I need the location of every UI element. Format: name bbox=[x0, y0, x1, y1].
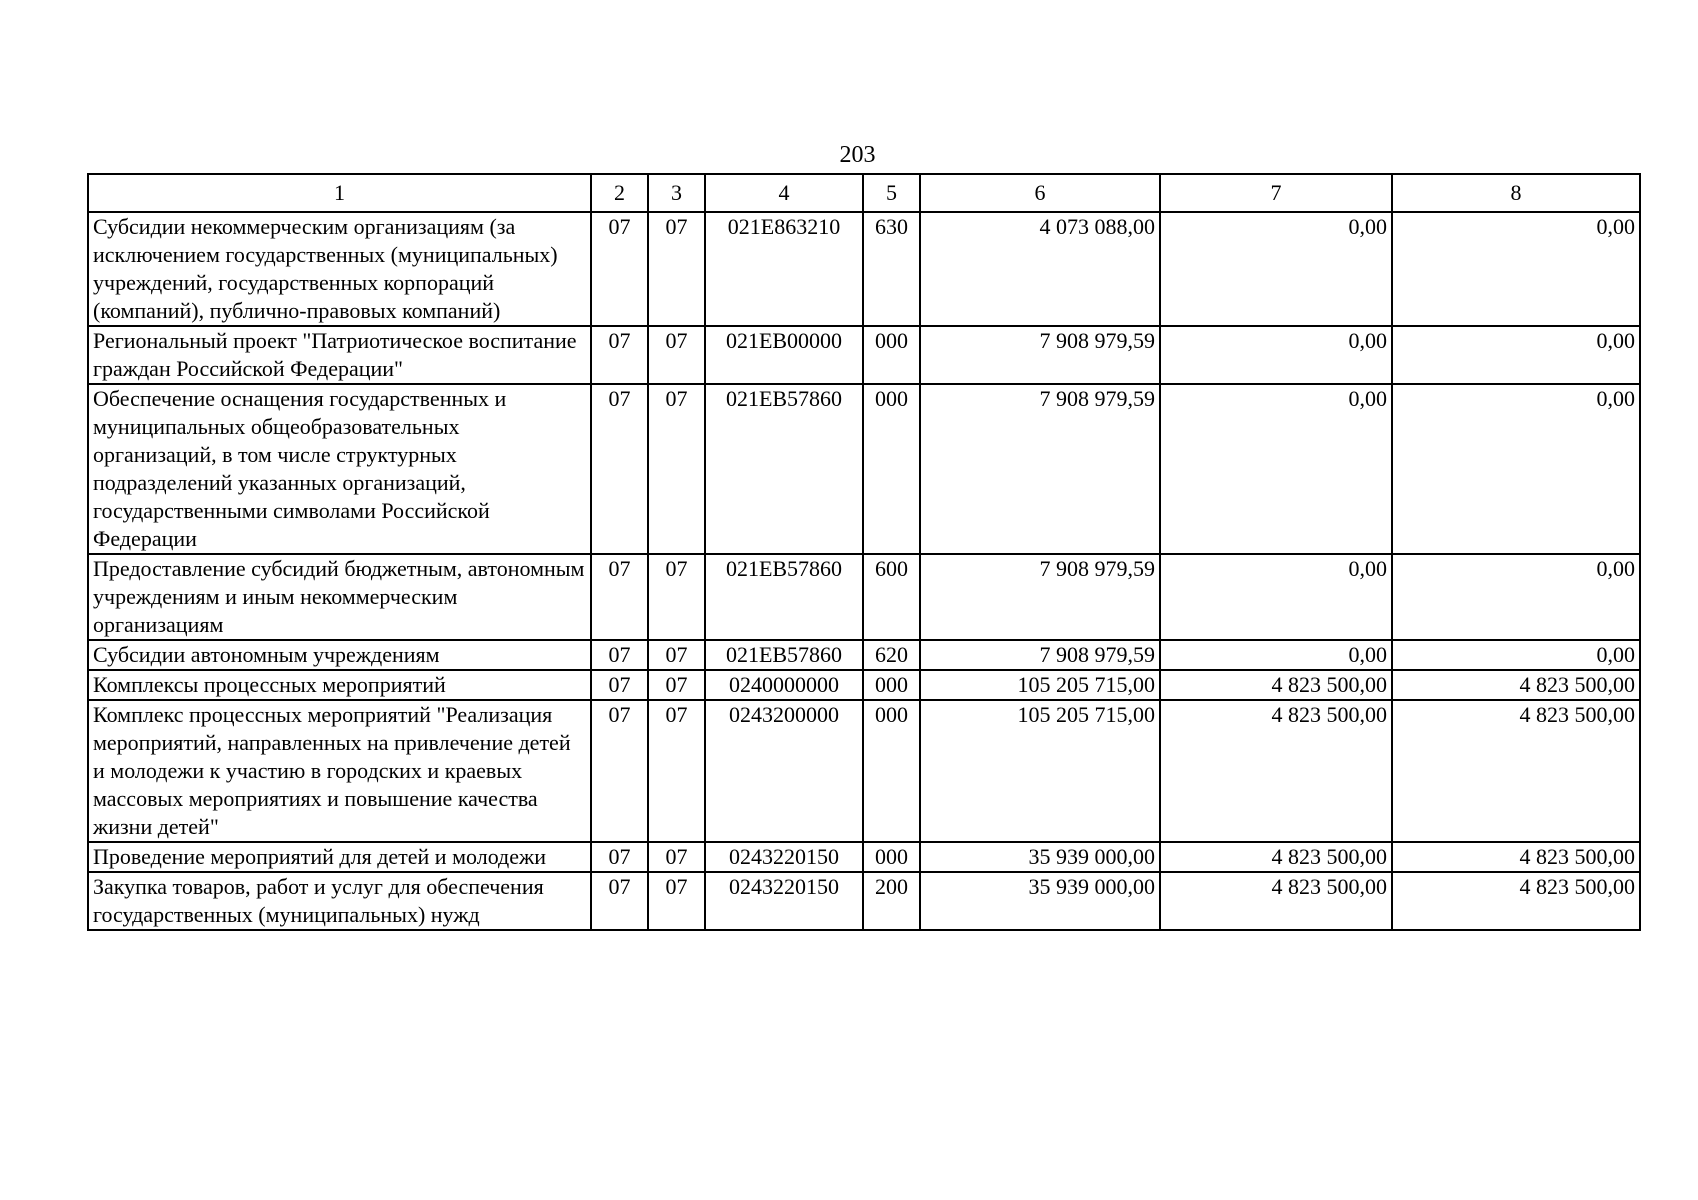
table-row bbox=[88, 670, 1640, 700]
amount-col8: 4 823 500,00 bbox=[1392, 842, 1640, 872]
expense-name: Обеспечение оснащения государственных и муниципальных общеобразовательных организаций, в том числе структурных подразделений указанных организаций, государственными символами Российской Федерации bbox=[88, 384, 591, 554]
target-article-code: 021E863210 bbox=[705, 212, 863, 326]
section-code: 07 bbox=[591, 384, 648, 554]
column-header: 6 bbox=[920, 174, 1160, 212]
table-row bbox=[88, 640, 1640, 670]
amount-col7: 4 823 500,00 bbox=[1160, 842, 1392, 872]
table-row bbox=[88, 326, 1640, 384]
section-code: 07 bbox=[591, 326, 648, 384]
amount-col6: 4 073 088,00 bbox=[920, 212, 1160, 326]
amount-col8: 4 823 500,00 bbox=[1392, 700, 1640, 842]
budget-table bbox=[87, 173, 1641, 931]
target-article-code: 0243220150 bbox=[705, 872, 863, 930]
target-article-code: 0243200000 bbox=[705, 700, 863, 842]
subsection-code: 07 bbox=[648, 384, 705, 554]
amount-col8: 0,00 bbox=[1392, 384, 1640, 554]
expense-name: Закупка товаров, работ и услуг для обеспечения государственных (муниципальных) нужд bbox=[88, 872, 591, 930]
subsection-code: 07 bbox=[648, 554, 705, 640]
target-article-code: 0240000000 bbox=[705, 670, 863, 700]
table-row bbox=[88, 842, 1640, 872]
amount-col8: 0,00 bbox=[1392, 554, 1640, 640]
amount-col6: 35 939 000,00 bbox=[920, 842, 1160, 872]
table-row bbox=[88, 384, 1640, 554]
subsection-code: 07 bbox=[648, 670, 705, 700]
expense-type-code: 600 bbox=[863, 554, 920, 640]
expense-name: Комплексы процессных мероприятий bbox=[88, 670, 591, 700]
amount-col6: 7 908 979,59 bbox=[920, 326, 1160, 384]
subsection-code: 07 bbox=[648, 872, 705, 930]
section-code: 07 bbox=[591, 554, 648, 640]
column-header: 8 bbox=[1392, 174, 1640, 212]
column-header: 4 bbox=[705, 174, 863, 212]
section-code: 07 bbox=[591, 872, 648, 930]
expense-type-code: 630 bbox=[863, 212, 920, 326]
amount-col6: 7 908 979,59 bbox=[920, 554, 1160, 640]
table-row bbox=[88, 872, 1640, 930]
amount-col8: 0,00 bbox=[1392, 212, 1640, 326]
column-header: 2 bbox=[591, 174, 648, 212]
section-code: 07 bbox=[591, 212, 648, 326]
expense-name: Субсидии некоммерческим организациям (за исключением государственных (муниципальных) учреждений, государственных корпораций (компаний), публично-правовых компаний) bbox=[88, 212, 591, 326]
column-header: 1 bbox=[88, 174, 591, 212]
table-row bbox=[88, 700, 1640, 842]
subsection-code: 07 bbox=[648, 212, 705, 326]
target-article-code: 021EB57860 bbox=[705, 554, 863, 640]
amount-col6: 105 205 715,00 bbox=[920, 700, 1160, 842]
amount-col7: 4 823 500,00 bbox=[1160, 670, 1392, 700]
amount-col8: 4 823 500,00 bbox=[1392, 872, 1640, 930]
expense-name: Субсидии автономным учреждениям bbox=[88, 640, 591, 670]
expense-name: Региональный проект "Патриотическое воспитание граждан Российской Федерации" bbox=[88, 326, 591, 384]
target-article-code: 0243220150 bbox=[705, 842, 863, 872]
amount-col7: 0,00 bbox=[1160, 640, 1392, 670]
target-article-code: 021EB57860 bbox=[705, 384, 863, 554]
section-code: 07 bbox=[591, 670, 648, 700]
page-number: 203 bbox=[839, 142, 876, 168]
amount-col7: 0,00 bbox=[1160, 326, 1392, 384]
subsection-code: 07 bbox=[648, 640, 705, 670]
header-row bbox=[88, 174, 1640, 212]
amount-col6: 35 939 000,00 bbox=[920, 872, 1160, 930]
expense-type-code: 000 bbox=[863, 700, 920, 842]
amount-col8: 0,00 bbox=[1392, 326, 1640, 384]
amount-col7: 4 823 500,00 bbox=[1160, 872, 1392, 930]
expense-name: Предоставление субсидий бюджетным, автономным учреждениям и иным некоммерческим организациям bbox=[88, 554, 591, 640]
amount-col6: 105 205 715,00 bbox=[920, 670, 1160, 700]
expense-name: Проведение мероприятий для детей и молодежи bbox=[88, 842, 591, 872]
column-header: 3 bbox=[648, 174, 705, 212]
amount-col7: 0,00 bbox=[1160, 384, 1392, 554]
section-code: 07 bbox=[591, 842, 648, 872]
expense-name: Комплекс процессных мероприятий "Реализация мероприятий, направленных на привлечение детей и молодежи к участию в городских и краевых массовых мероприятиях и повышение качества жизни детей" bbox=[88, 700, 591, 842]
expense-type-code: 000 bbox=[863, 384, 920, 554]
expense-type-code: 000 bbox=[863, 842, 920, 872]
expense-type-code: 000 bbox=[863, 326, 920, 384]
table-row bbox=[88, 554, 1640, 640]
amount-col8: 0,00 bbox=[1392, 640, 1640, 670]
subsection-code: 07 bbox=[648, 326, 705, 384]
column-header: 5 bbox=[863, 174, 920, 212]
target-article-code: 021EB57860 bbox=[705, 640, 863, 670]
expense-type-code: 200 bbox=[863, 872, 920, 930]
amount-col6: 7 908 979,59 bbox=[920, 384, 1160, 554]
expense-type-code: 620 bbox=[863, 640, 920, 670]
amount-col6: 7 908 979,59 bbox=[920, 640, 1160, 670]
column-header: 7 bbox=[1160, 174, 1392, 212]
expense-type-code: 000 bbox=[863, 670, 920, 700]
section-code: 07 bbox=[591, 640, 648, 670]
target-article-code: 021EB00000 bbox=[705, 326, 863, 384]
amount-col8: 4 823 500,00 bbox=[1392, 670, 1640, 700]
section-code: 07 bbox=[591, 700, 648, 842]
amount-col7: 4 823 500,00 bbox=[1160, 700, 1392, 842]
subsection-code: 07 bbox=[648, 700, 705, 842]
amount-col7: 0,00 bbox=[1160, 212, 1392, 326]
table-row bbox=[88, 212, 1640, 326]
amount-col7: 0,00 bbox=[1160, 554, 1392, 640]
subsection-code: 07 bbox=[648, 842, 705, 872]
